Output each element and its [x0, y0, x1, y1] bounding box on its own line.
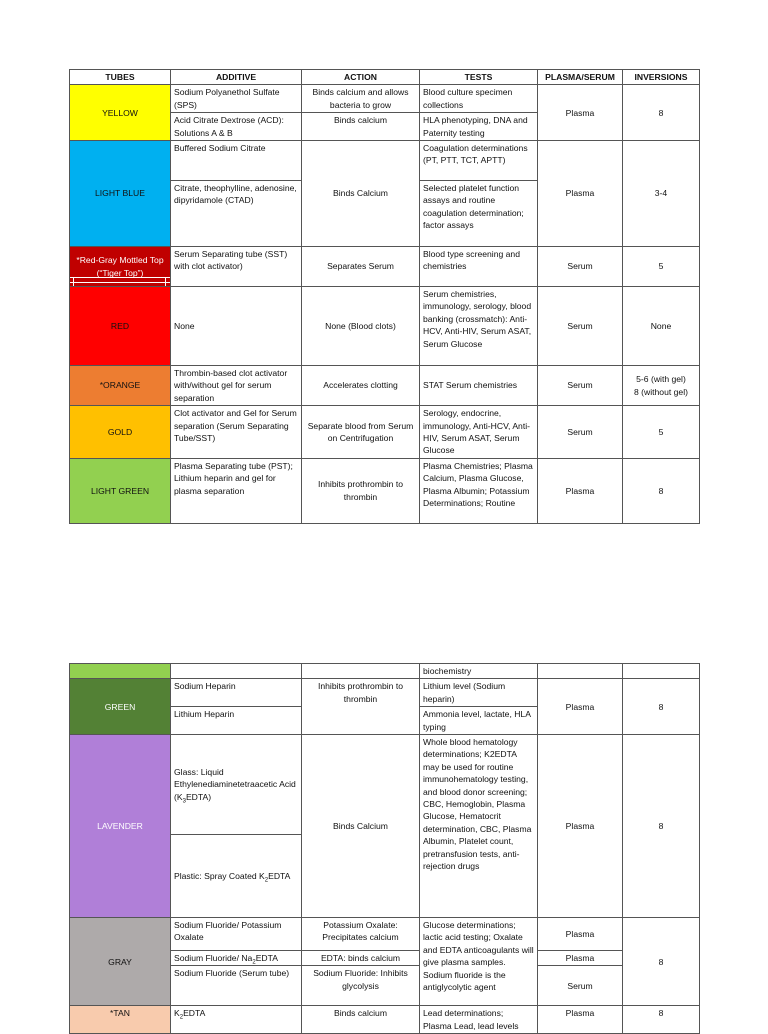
tests-cell: Plasma Chemistries; Plasma Calcium, Plasma Glucose, Plasma Albumin; Potassium Determinations; Routine — [420, 458, 538, 523]
plasma-serum-cell — [538, 664, 623, 679]
inversions-cell: 8 — [623, 918, 700, 1006]
tube-tan: *TAN — [70, 1006, 171, 1034]
table-row — [70, 247, 700, 287]
action-cell: Binds calcium — [302, 1006, 420, 1034]
tests-cell: Serum chemistries, immunology, serology, blood banking (crossmatch): Anti-HCV, Anti-HIV, Serum ASAT, Serum Glucose — [420, 287, 538, 366]
additive-text: Plastic: Spray Coated K — [174, 870, 265, 881]
plasma-serum-cell: Serum — [538, 287, 623, 366]
inversions-without-gel: 8 (without gel) — [634, 386, 688, 397]
action-cell: Separates Serum — [302, 247, 420, 287]
additive-text: EDTA — [255, 953, 278, 964]
plasma-serum-cell: Plasma — [538, 458, 623, 523]
inversions-cell — [623, 664, 700, 679]
tiger-stripe-tick — [73, 277, 74, 286]
tube-table-1 — [69, 69, 700, 524]
tests-cell: Ammonia level, lactate, HLA typing — [420, 707, 538, 735]
tests-cell: Serology, endocrine, immunology, Anti-HCV, Anti-HIV, Serum ASAT, Serum Glucose — [420, 406, 538, 459]
additive-text: K — [174, 1008, 180, 1019]
inversions-cell: 8 — [623, 458, 700, 523]
tube-light-green: LIGHT GREEN — [70, 458, 171, 523]
action-cell: Inhibits prothrombin to thrombin — [302, 679, 420, 735]
subscript: 2 — [179, 1015, 184, 1022]
tiger-stripe-tick — [165, 277, 166, 286]
table-row — [70, 918, 700, 951]
plasma-serum-cell: Plasma — [538, 951, 623, 966]
tests-cell: Lithium level (Sodium heparin) — [420, 679, 538, 707]
tests-cell: Blood type screening and chemistries — [420, 247, 538, 287]
header-plasma-serum: PLASMA/SERUM — [538, 70, 623, 85]
tests-cell: Whole blood hematology determinations; K2EDTA may be used for routine immunohematology testing, and blood donor screening; CBC, Hemoglobin, Plasma Glucose, Hematocrit determination, CBC, Plasma Albumin, Platelet count, pretransfusion tests, anti-rejection drugs — [420, 735, 538, 918]
tube-red: RED — [70, 287, 171, 366]
additive-text: EDTA — [268, 870, 291, 881]
tube-red-gray-tiger-top — [70, 247, 171, 287]
plasma-serum-cell: Serum — [538, 966, 623, 1006]
plasma-serum-cell: Plasma — [538, 679, 623, 735]
tube-light-green-continued — [70, 664, 171, 679]
tube-yellow: YELLOW — [70, 85, 171, 141]
tests-cell: STAT Serum chemistries — [420, 366, 538, 406]
tube-gray: GRAY — [70, 918, 171, 1006]
additive-cell: Plasma Separating tube (PST); Lithium heparin and gel for plasma separation — [171, 458, 302, 523]
action-cell: None (Blood clots) — [302, 287, 420, 366]
inversions-cell: None — [623, 287, 700, 366]
tube-table-2 — [69, 663, 700, 1034]
inversions-cell: 8 — [623, 679, 700, 735]
additive-cell — [171, 664, 302, 679]
plasma-serum-cell: Serum — [538, 247, 623, 287]
plasma-serum-cell: Plasma — [538, 735, 623, 918]
action-cell: Binds calcium — [302, 113, 420, 141]
additive-cell: Lithium Heparin — [171, 707, 302, 735]
tests-cell: Blood culture specimen collections — [420, 85, 538, 113]
additive-cell: Serum Separating tube (SST) with clot activator) — [171, 247, 302, 287]
action-cell: Binds calcium and allows bacteria to grow — [302, 85, 420, 113]
subscript: 3 — [182, 798, 186, 805]
subscript: 2 — [264, 877, 269, 884]
tube-green: GREEN — [70, 679, 171, 735]
tube-lavender: LAVENDER — [70, 735, 171, 918]
header-additive: ADDITIVE — [171, 70, 302, 85]
additive-cell: Clot activator and Gel for Serum separation (Serum Separating Tube/SST) — [171, 406, 302, 459]
additive-cell: Sodium Fluoride/ Potassium Oxalate — [171, 918, 302, 951]
additive-text: EDTA — [183, 1008, 206, 1019]
additive-cell: Buffered Sodium Citrate — [171, 141, 302, 181]
additive-cell — [171, 735, 302, 835]
additive-cell: None — [171, 287, 302, 366]
additive-text: EDTA) — [185, 791, 212, 802]
inversions-cell — [623, 366, 700, 406]
tube-gold: GOLD — [70, 406, 171, 459]
additive-cell — [171, 1006, 302, 1034]
tiger-stripes — [70, 277, 170, 283]
inversions-cell: 5 — [623, 406, 700, 459]
subscript: 2 — [252, 959, 256, 966]
tube-orange: *ORANGE — [70, 366, 171, 406]
table-row — [70, 366, 700, 406]
table-row — [70, 458, 700, 523]
plasma-serum-cell: Serum — [538, 406, 623, 459]
inversions-cell: 8 — [623, 735, 700, 918]
header-row — [70, 70, 700, 85]
table-row — [70, 287, 700, 366]
tests-cell: Glucose determinations; lactic acid testing; Oxalate and EDTA anticoagulants will give plasma samples. Sodium fluoride is the antiglycolytic agent — [420, 918, 538, 1006]
tests-cell: Coagulation determinations (PT, PTT, TCT, APTT) — [420, 141, 538, 181]
table-row — [70, 85, 700, 113]
additive-cell: Sodium Polyanethol Sulfate (SPS) — [171, 85, 302, 113]
action-cell: Accelerates clotting — [302, 366, 420, 406]
inversions-cell: 3-4 — [623, 141, 700, 247]
inversions-with-gel: 5-6 (with gel) — [636, 374, 686, 385]
inversions-cell: 5 — [623, 247, 700, 287]
additive-cell: Sodium Heparin — [171, 679, 302, 707]
table-row — [70, 735, 700, 835]
tests-cell: HLA phenotyping, DNA and Paternity testing — [420, 113, 538, 141]
additive-cell — [171, 951, 302, 966]
action-cell: EDTA: binds calcium — [302, 951, 420, 966]
tube-light-blue: LIGHT BLUE — [70, 141, 171, 247]
action-cell: Inhibits prothrombin to thrombin — [302, 458, 420, 523]
inversions-cell: 8 — [623, 1006, 700, 1034]
table-row — [70, 664, 700, 679]
action-cell: Binds Calcium — [302, 735, 420, 918]
header-tests: TESTS — [420, 70, 538, 85]
additive-cell: Thrombin-based clot activator with/without gel for serum separation — [171, 366, 302, 406]
plasma-serum-cell: Serum — [538, 366, 623, 406]
action-cell: Potassium Oxalate: Precipitates calcium — [302, 918, 420, 951]
additive-text: Glass: Liquid Ethylenediaminetetraacetic Acid (K — [174, 766, 296, 802]
table-row — [70, 141, 700, 181]
action-cell: Binds Calcium — [302, 141, 420, 247]
tests-cell: Selected platelet function assays and routine coagulation determination; factor assays — [420, 181, 538, 247]
action-cell — [302, 664, 420, 679]
tube-label: *Red-Gray Mottled Top (“Tiger Top”) — [76, 255, 164, 278]
plasma-serum-cell: Plasma — [538, 141, 623, 247]
table-row — [70, 1006, 700, 1034]
tests-cell: Lead determinations; Plasma Lead, lead levels — [420, 1006, 538, 1034]
plasma-serum-cell: Plasma — [538, 1006, 623, 1034]
plasma-serum-cell: Plasma — [538, 85, 623, 141]
table-row — [70, 406, 700, 459]
additive-cell: Acid Citrate Dextrose (ACD): Solutions A & B — [171, 113, 302, 141]
inversions-cell: 8 — [623, 85, 700, 141]
action-cell: Separate blood from Serum on Centrifugation — [302, 406, 420, 459]
tests-cell: biochemistry — [420, 664, 538, 679]
additive-text: Sodium Fluoride/ Na — [174, 953, 253, 964]
additive-cell — [171, 835, 302, 918]
table-row — [70, 679, 700, 707]
additive-cell: Citrate, theophylline, adenosine, dipyridamole (CTAD) — [171, 181, 302, 247]
header-tubes: TUBES — [70, 70, 171, 85]
additive-cell: Sodium Fluoride (Serum tube) — [171, 966, 302, 1006]
header-inversions: INVERSIONS — [623, 70, 700, 85]
header-action: ACTION — [302, 70, 420, 85]
plasma-serum-cell: Plasma — [538, 918, 623, 951]
action-cell: Sodium Fluoride: Inhibits glycolysis — [302, 966, 420, 1006]
